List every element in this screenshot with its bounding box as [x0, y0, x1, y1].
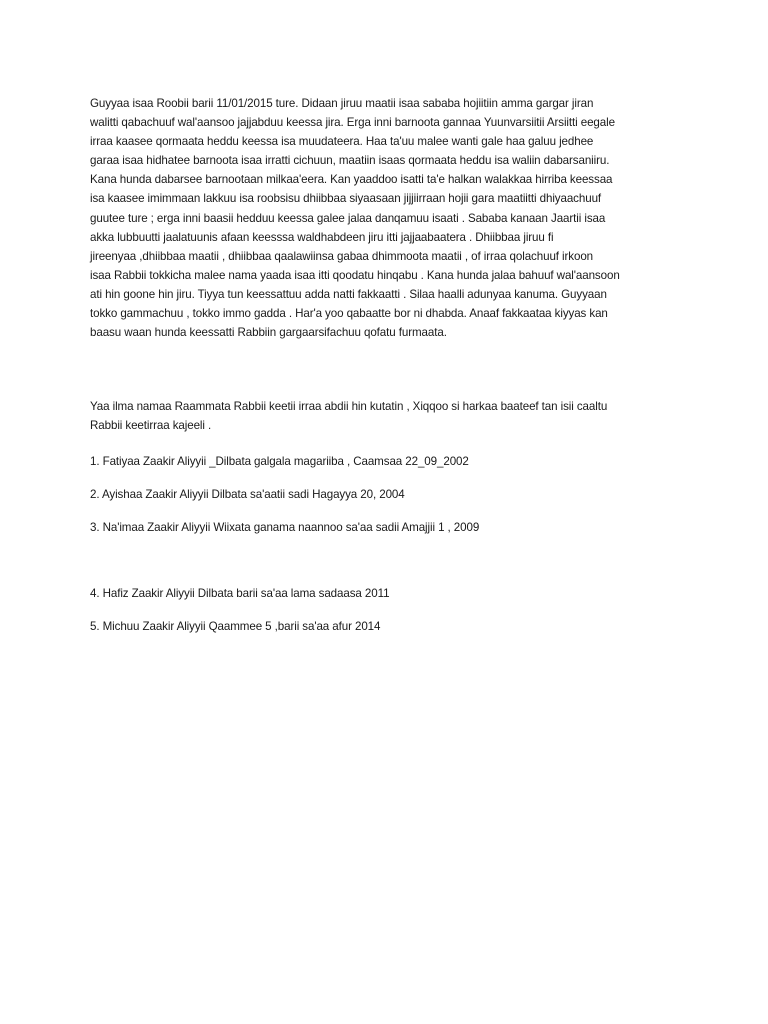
paragraph-line: baasu waan hunda keessatti Rabbiin gargaarsifachuu qofatu furmaata.: [90, 326, 447, 340]
paragraph-line: garaa isaa hidhatee barnoota isaa irratti cichuun, maatiin isaas qormaata heddu isa waliin dabarsaniiru.: [90, 154, 610, 168]
list-item: 5. Michuu Zaakir Aliyyii Qaammee 5 ,barii sa'aa afur 2014: [90, 620, 381, 633]
paragraph-line: Kana hunda dabarsee barnootaan milkaa'eera. Kan yaaddoo isatti ta'e halkan walakkaa hirriba keessaa: [90, 173, 613, 187]
list-item: 4. Hafiz Zaakir Aliyyii Dilbata barii sa'aa lama sadaasa 2011: [90, 587, 390, 600]
paragraph-line: jireenyaa ,dhiibbaa maatii , dhiibbaa qaalawiinsa gabaa dhimmoota maatii , of irraa qolachuuf irkoon: [90, 249, 594, 263]
list-item: 3. Na'imaa Zaakir Aliyyii Wiixata ganama naannoo sa'aa sadii Amajjii 1 , 2009: [90, 521, 480, 534]
list-item: 1. Fatiyaa Zaakir Aliyyii _Dilbata galgala magariiba , Caamsaa 22_09_2002: [90, 455, 469, 468]
paragraph-line: tokko gammachuu , tokko immo gadda . Har'a yoo qabaatte bor ni dhabda. Anaaf fakkaataa kiyyas kan: [90, 307, 608, 321]
paragraph-line: walitti qabachuuf wal'aansoo jajjabduu keessa jira. Erga inni barnoota gannaa Yuunvarsiitii Arsiitti eegale: [90, 116, 615, 130]
paragraph-line: ati hin goone hin jiru. Tiyya tun keessattuu adda natti fakkaatti . Silaa haalli adunyaa kanuma. Guyyaan: [90, 287, 607, 301]
list-item: 2. Ayishaa Zaakir Aliyyii Dilbata sa'aatii sadi Hagayya 20, 2004: [90, 488, 405, 501]
paragraph-line: Rabbii keetirraa kajeeli .: [90, 419, 212, 433]
paragraph-line: Guyyaa isaa Roobii barii 11/01/2015 ture. Didaan jiruu maatii isaa sababa hojiitiin amma gargar jiran: [90, 97, 594, 110]
paragraph-story: [90, 94, 690, 342]
paragraph-advice: [90, 397, 690, 435]
paragraph-line: Yaa ilma namaa Raammata Rabbii keetii irraa abdii hin kutatin , Xiqqoo si harkaa baateef tan isii caaltu: [90, 400, 608, 413]
paragraph-line: guutee ture ; erga inni baasii hedduu keessa galee jalaa danqamuu isaati . Sababa kanaan Jaartii isaa: [90, 211, 606, 225]
paragraph-line: akka lubbuutti jaalatuunis afaan keesssa waldhabdeen jiru itti jajjaabaatera . Dhiibbaa jiruu fi: [90, 230, 554, 244]
paragraph-line: isa kaasee imimmaan lakkuu isa roobsisu dhiibbaa siyaasaan jijjiirraan hojii gara maatiitti dhiyaachuuf: [90, 192, 602, 206]
paragraph-line: irraa kaasee qormaata heddu keessa isa muudateera. Haa ta'uu malee wanti gale haa galuu jedhee: [90, 135, 594, 149]
paragraph-line: isaa Rabbii tokkicha malee nama yaada isaa itti qoodatu hinqabu . Kana hunda jalaa bahuuf wal'aansoon: [90, 268, 620, 282]
